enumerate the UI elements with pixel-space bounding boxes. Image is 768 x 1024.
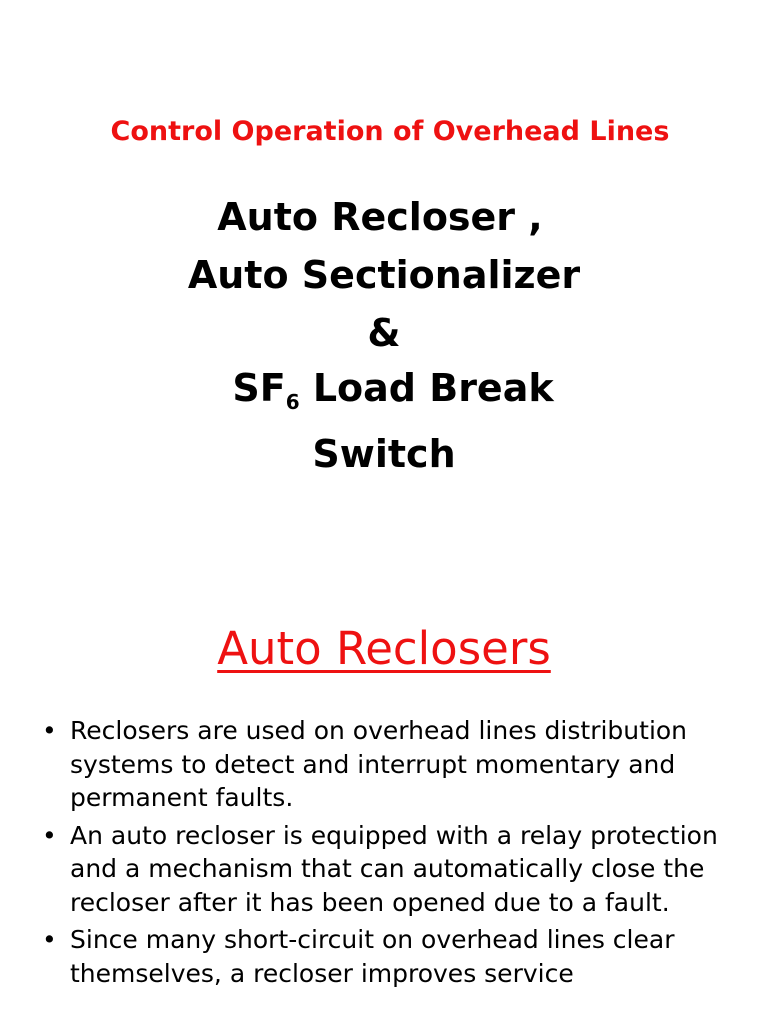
title-line-sf6-load-break [18, 362, 768, 428]
bullet-text: An auto recloser is equipped with a relay protection and a mechanism that can automatically close the recloser after it has been opened due to a fault. [70, 820, 718, 917]
bullet-text: Since many short-circuit on overhead lines clear themselves, a recloser improves service [70, 925, 675, 988]
slide-heading: Auto Reclosers [217, 622, 551, 675]
bullet-dot-icon: • [42, 820, 57, 850]
bullet-dot-icon: • [42, 716, 57, 745]
bullet-item [40, 923, 740, 990]
title-line-switch: Switch [312, 432, 456, 476]
bullet-item [40, 819, 740, 920]
title-line-auto-sectionalizer: Auto Sectionalizer [187, 253, 581, 297]
bullet-dot-icon: • [42, 925, 57, 954]
slide-subtitle: Control Operation of Overhead Lines [110, 116, 670, 147]
load-break-text: Load Break [299, 366, 554, 410]
title-line-auto-recloser: Auto Recloser , [217, 195, 543, 239]
bullet-list [40, 714, 740, 994]
bullet-text: Reclosers are used on overhead lines distribution systems to detect and interrupt momentary and permanent faults. [70, 716, 688, 812]
title-line-ampersand: & [367, 311, 401, 355]
slide-title-block [0, 188, 768, 480]
slide-auto-reclosers [0, 590, 768, 1024]
sf-text: SF [232, 366, 286, 410]
bullet-item [40, 714, 740, 815]
sf-subscript: 6 [285, 390, 300, 414]
